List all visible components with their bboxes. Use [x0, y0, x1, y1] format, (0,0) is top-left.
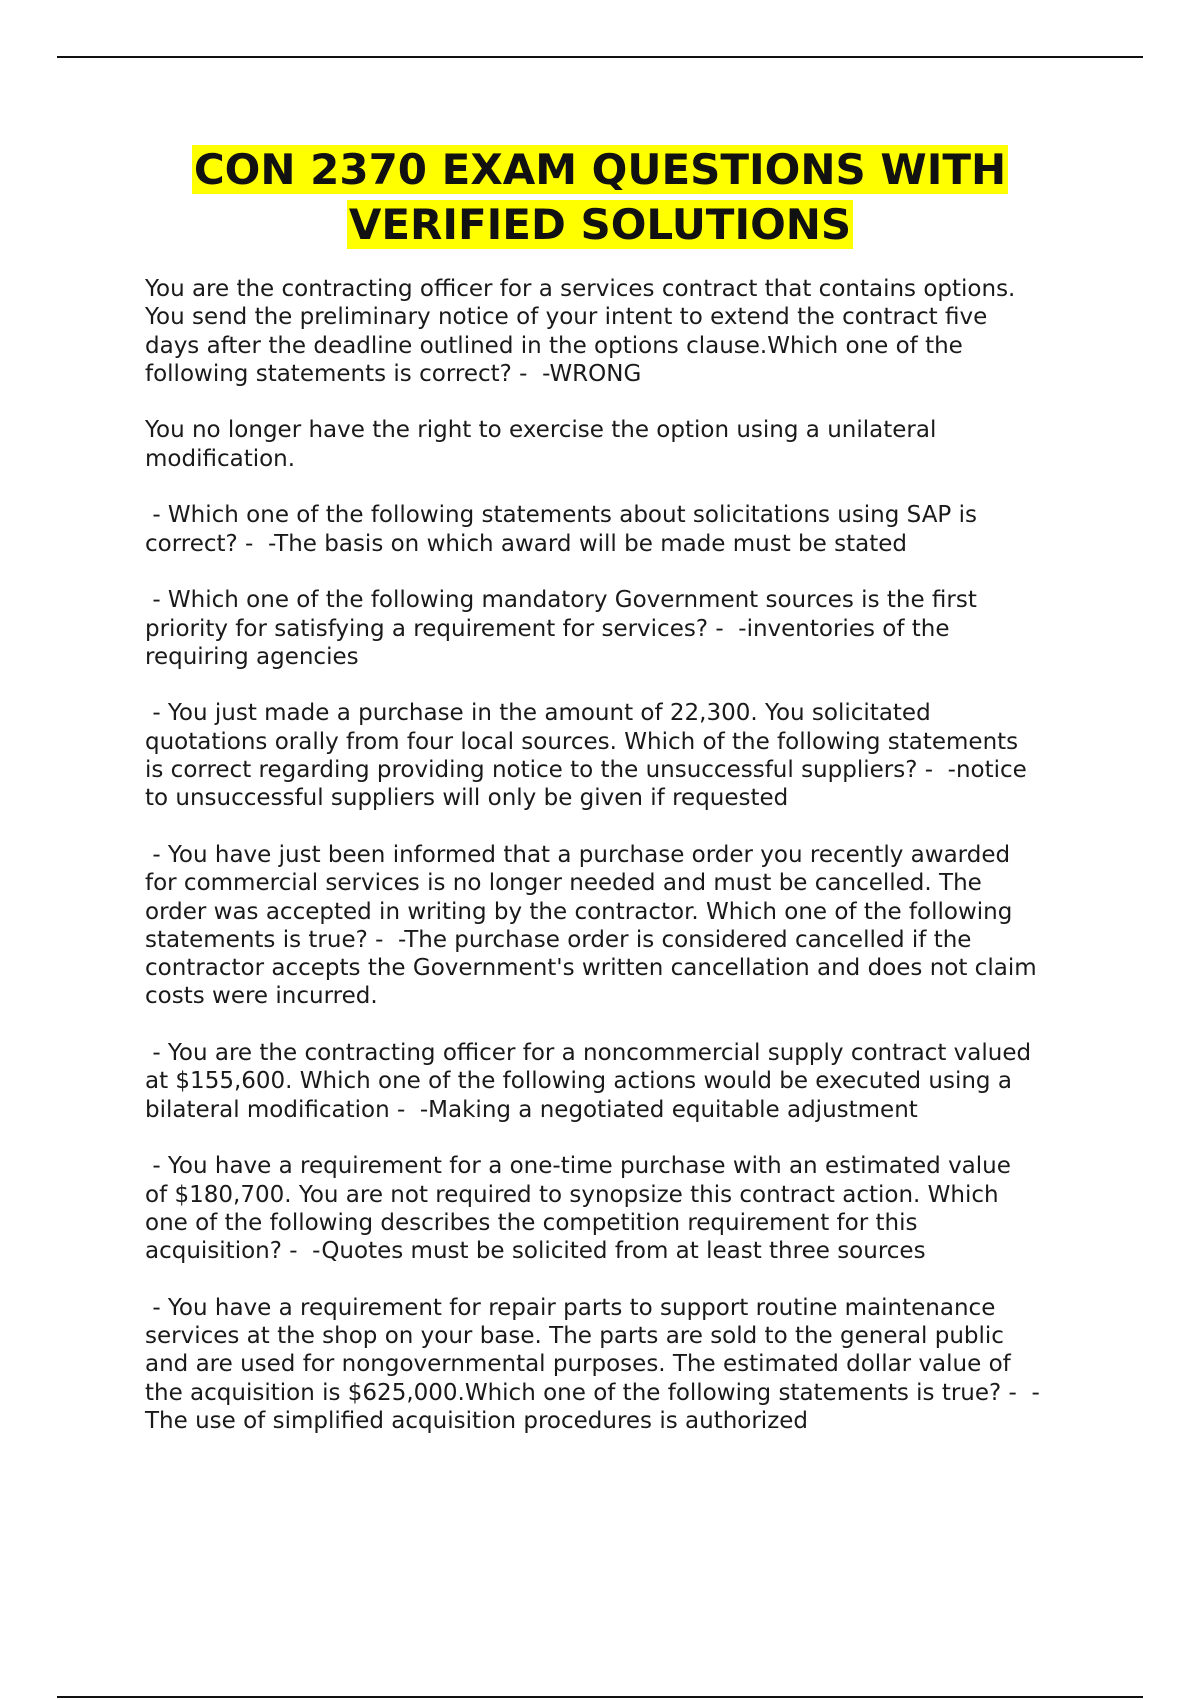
paragraph-1: You are the contracting officer for a services contract that contains options. You send the preliminary notice of your intent to extend the contract five days after the deadline outlined in the options clause.Which one of the following statements is correct? - -WRONG — [145, 276, 1016, 387]
top-rule — [57, 56, 1143, 58]
paragraph-2: You no longer have the right to exercise the option using a unilateral modification. — [145, 417, 937, 472]
paragraph-5: - You just made a purchase in the amount of 22,300. You solicitated quotations orally from four local sources. Which of the following statements is correct regarding providing notice to the unsuccessful suppliers? - -notice to unsuccessful suppliers will only be given if requested — [145, 700, 1027, 812]
title-line-2: VERIFIED SOLUTIONS — [348, 200, 852, 249]
document-title — [100, 142, 1100, 252]
paragraph-9: - You have a requirement for repair parts to support routine maintenance services at the shop on your base. The parts are sold to the general public and are used for nongovernmental purposes. The estimated dollar value of the acquisition is $625,000.Which one of the following statements is true? - - The use of simplified acquisition procedures is authorized — [145, 1294, 1040, 1434]
paragraph-6: - You have just been informed that a purchase order you recently awarded for commercial services is no longer needed and must be cancelled. The order was accepted in writing by the contractor. Which one of the following statements is true? - -The purchase order is considered cancelled if the contractor accepts the Government's written cancellation and does not claim costs were incurred. — [145, 841, 1037, 1010]
bottom-rule — [57, 1696, 1143, 1698]
paragraph-7: - You are the contracting officer for a noncommercial supply contract valued at $155,600. Which one of the following actions would be executed using a bilateral modification - -Making a negotiated equitable adjustment — [145, 1040, 1032, 1123]
paragraph-4: - Which one of the following mandatory Government sources is the first priority for satisfying a requirement for services? - -inventories of the requiring agencies — [145, 587, 977, 670]
paragraph-8: - You have a requirement for a one-time purchase with an estimated value of $180,700. You are not required to synopsize this contract action. Which one of the following describes the competition requirement for this acquisition? - -Quotes must be solicited from at least three sources — [145, 1153, 1011, 1265]
title-line-1: CON 2370 EXAM QUESTIONS WITH — [193, 145, 1007, 194]
paragraph-3: - Which one of the following statements about solicitations using SAP is correct? - -The basis on which award will be made must be stated — [145, 502, 977, 557]
document-body — [145, 275, 1090, 1463]
